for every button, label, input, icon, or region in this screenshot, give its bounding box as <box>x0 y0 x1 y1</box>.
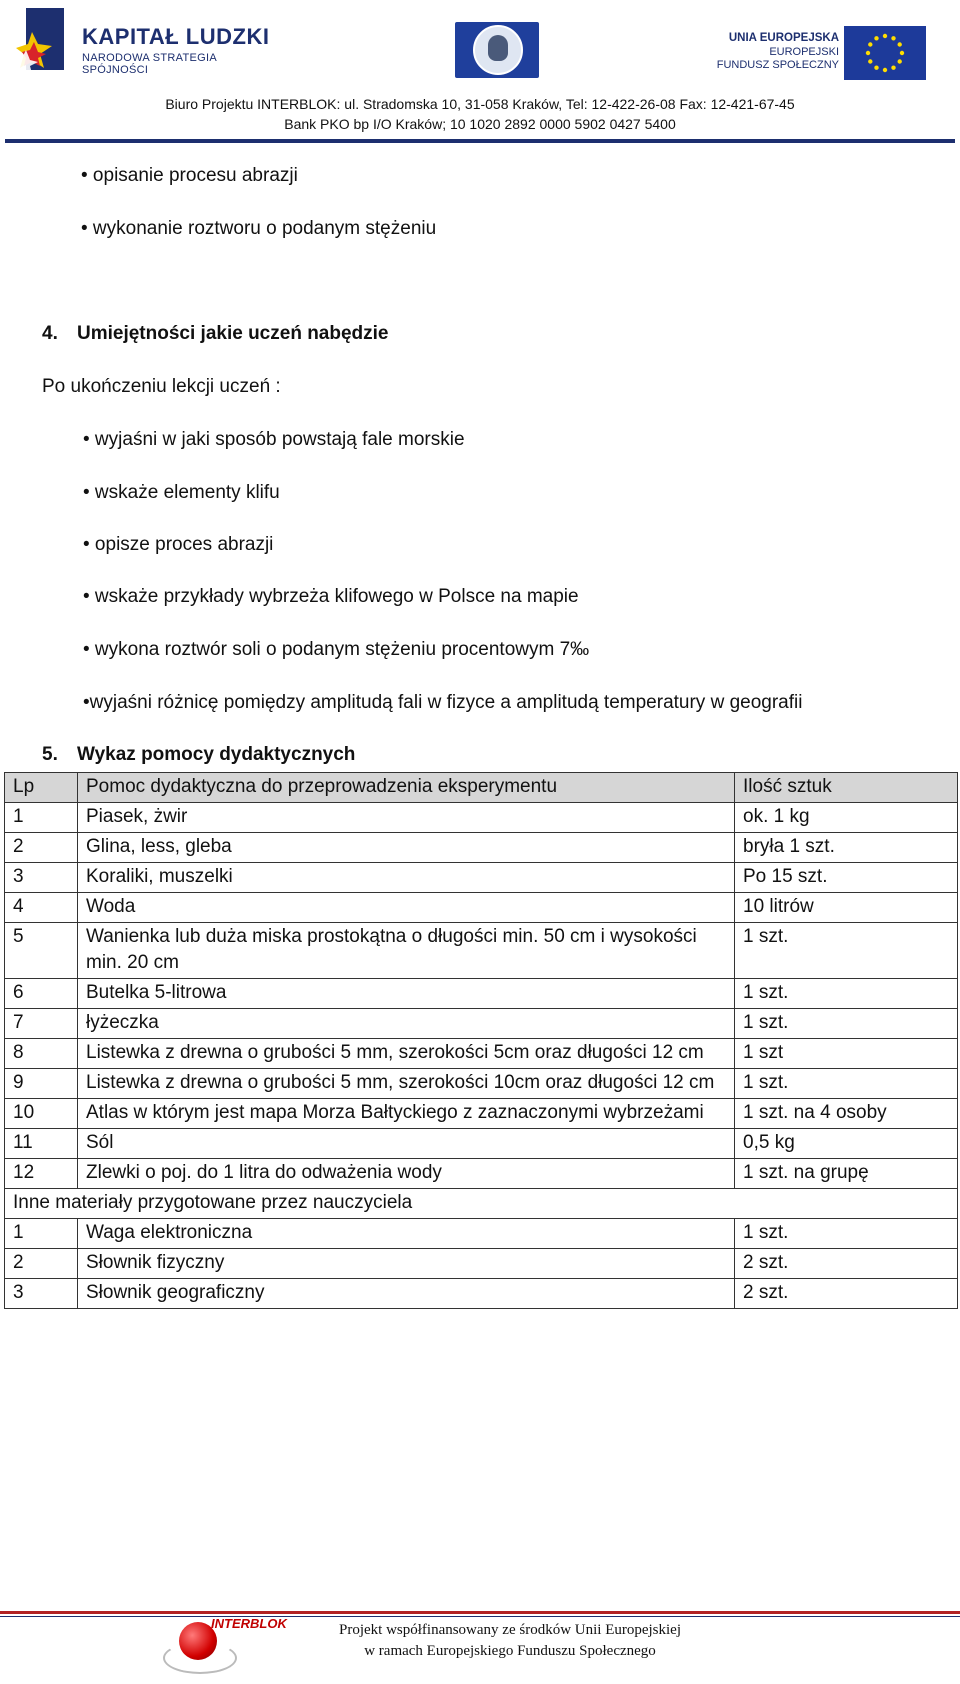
cell-quantity: 1 szt. <box>735 1219 958 1249</box>
header-lp: Lp <box>5 773 78 803</box>
skill-bullet-4: • wskaże przykłady wybrzeża klifowego w Polsce na mapie <box>83 586 579 607</box>
table-subheader: Inne materiały przygotowane przez nauczyciela <box>5 1189 958 1219</box>
section5-title: Wykaz pomocy dydaktycznych <box>77 744 356 765</box>
cell-quantity: bryła 1 szt. <box>735 833 958 863</box>
header-aid: Pomoc dydaktyczna do przeprowadzenia eksperymentu <box>78 773 735 803</box>
cell-quantity: 1 szt. na grupę <box>735 1159 958 1189</box>
kapital-ludzki-star-icon <box>12 8 66 82</box>
cell-lp: 2 <box>5 833 78 863</box>
cell-quantity: 1 szt. <box>735 1009 958 1039</box>
cell-aid: Waga elektroniczna <box>78 1219 735 1249</box>
page-header <box>0 0 960 142</box>
cell-quantity: 2 szt. <box>735 1249 958 1279</box>
cell-aid: Wanienka lub duża miska prostokątna o długości min. 50 cm i wysokości min. 20 cm <box>78 923 735 979</box>
school-medal-logo <box>455 22 539 78</box>
cell-aid: Listewka z drewna o grubości 5 mm, szerokości 5cm oraz długości 12 cm <box>78 1039 735 1069</box>
footer-red-bar <box>0 1611 960 1614</box>
table-subheader-row <box>5 1189 958 1219</box>
cell-aid: Słownik fizyczny <box>78 1249 735 1279</box>
cell-quantity: 2 szt. <box>735 1279 958 1309</box>
cell-aid: Sól <box>78 1129 735 1159</box>
interblok-logo <box>155 1612 287 1678</box>
table-row <box>5 923 958 979</box>
table-row <box>5 1039 958 1069</box>
table-row <box>5 1279 958 1309</box>
cell-aid: Koraliki, muszelki <box>78 863 735 893</box>
cell-quantity: 1 szt. <box>735 1069 958 1099</box>
table-row <box>5 1009 958 1039</box>
skill-bullet-6: •wyjaśni różnicę pomiędzy amplitudą fali w fizyce a amplitudą temperatury w geografii <box>83 692 803 713</box>
cell-aid: Listewka z drewna o grubości 5 mm, szerokości 10cm oraz długości 12 cm <box>78 1069 735 1099</box>
cell-aid: Atlas w którym jest mapa Morza Bałtyckiego z zaznaczonymi wybrzeżami <box>78 1099 735 1129</box>
address-line-2: Bank PKO bp I/O Kraków; 10 1020 2892 0000 5902 0427 5400 <box>284 116 676 132</box>
cell-aid: Słownik geograficzny <box>78 1279 735 1309</box>
cell-quantity: 1 szt. <box>735 923 958 979</box>
cell-aid: łyżeczka <box>78 1009 735 1039</box>
cell-aid: Woda <box>78 893 735 923</box>
kapital-ludzki-logo <box>12 8 272 82</box>
cell-aid: Piasek, żwir <box>78 803 735 833</box>
footer-blue-line <box>0 1616 960 1617</box>
portrait-medal-icon <box>473 25 523 75</box>
cell-aid: Glina, less, gleba <box>78 833 735 863</box>
cell-quantity: 0,5 kg <box>735 1129 958 1159</box>
skill-bullet-1: • wyjaśni w jaki sposób powstają fale morskie <box>83 429 465 450</box>
cell-quantity: Po 15 szt. <box>735 863 958 893</box>
cell-quantity: 1 szt <box>735 1039 958 1069</box>
cell-quantity: 10 litrów <box>735 893 958 923</box>
skill-bullet-2: • wskaże elementy klifu <box>83 482 280 503</box>
cell-lp: 3 <box>5 863 78 893</box>
cell-lp: 4 <box>5 893 78 923</box>
header-quantity: Ilość sztuk <box>735 773 958 803</box>
table-row <box>5 1249 958 1279</box>
cell-lp: 7 <box>5 1009 78 1039</box>
footer-line-2: w ramach Europejskiego Funduszu Społecznego <box>364 1643 656 1659</box>
cell-quantity: 1 szt. na 4 osoby <box>735 1099 958 1129</box>
ue-line2: EUROPEJSKI <box>769 46 839 58</box>
section4-title: Umiejętności jakie uczeń nabędzie <box>77 323 389 344</box>
table-row <box>5 979 958 1009</box>
table-row <box>5 863 958 893</box>
table-row <box>5 1099 958 1129</box>
cell-lp: 11 <box>5 1129 78 1159</box>
top-bullet-1: • opisanie procesu abrazji <box>81 165 298 186</box>
top-bullet-2: • wykonanie roztworu o podanym stężeniu <box>81 218 437 239</box>
footer-line-1: Projekt współfinansowany ze środków Unii Europejskiej <box>338 1622 682 1638</box>
eu-flag-icon <box>844 26 926 80</box>
cell-lp: 5 <box>5 923 78 979</box>
cell-lp: 10 <box>5 1099 78 1129</box>
table-row <box>5 833 958 863</box>
teaching-aids-table <box>4 772 958 1309</box>
table-row <box>5 803 958 833</box>
skill-bullet-3: • opisze proces abrazji <box>83 534 274 555</box>
cell-lp: 2 <box>5 1249 78 1279</box>
address-line-1: Biuro Projektu INTERBLOK: ul. Stradomska 10, 31-058 Kraków, Tel: 12-422-26-08 Fax: 12-421-67-45 <box>165 96 795 112</box>
section4-intro: Po ukończeniu lekcji uczeń : <box>42 376 281 397</box>
table-row <box>5 1159 958 1189</box>
cell-lp: 12 <box>5 1159 78 1189</box>
kapital-ludzki-title: KAPITAŁ LUDZKI <box>82 24 270 49</box>
ue-line1: UNIA EUROPEJSKA <box>728 32 839 44</box>
header-divider <box>5 139 955 143</box>
interblok-logo-text: INTERBLOK <box>211 1616 287 1631</box>
cell-quantity: 1 szt. <box>735 979 958 1009</box>
skill-bullet-5: • wykona roztwór soli o podanym stężeniu procentowym 7‰ <box>83 639 590 660</box>
cell-lp: 6 <box>5 979 78 1009</box>
table-header-row <box>5 773 958 803</box>
kapital-ludzki-subtitle: NARODOWA STRATEGIA SPÓJNOŚCI <box>82 52 217 76</box>
section4-number: 4. <box>42 323 58 344</box>
cell-aid: Zlewki o poj. do 1 litra do odważenia wody <box>78 1159 735 1189</box>
table-row <box>5 1219 958 1249</box>
ue-efs-logo <box>710 22 934 82</box>
cell-lp: 1 <box>5 803 78 833</box>
table-row <box>5 893 958 923</box>
cell-lp: 1 <box>5 1219 78 1249</box>
table-row <box>5 1129 958 1159</box>
cell-quantity: ok. 1 kg <box>735 803 958 833</box>
cell-aid: Butelka 5-litrowa <box>78 979 735 1009</box>
table-row <box>5 1069 958 1099</box>
ue-line3: FUNDUSZ SPOŁECZNY <box>716 59 839 71</box>
cell-lp: 9 <box>5 1069 78 1099</box>
cell-lp: 3 <box>5 1279 78 1309</box>
cell-lp: 8 <box>5 1039 78 1069</box>
section5-number: 5. <box>42 744 58 765</box>
